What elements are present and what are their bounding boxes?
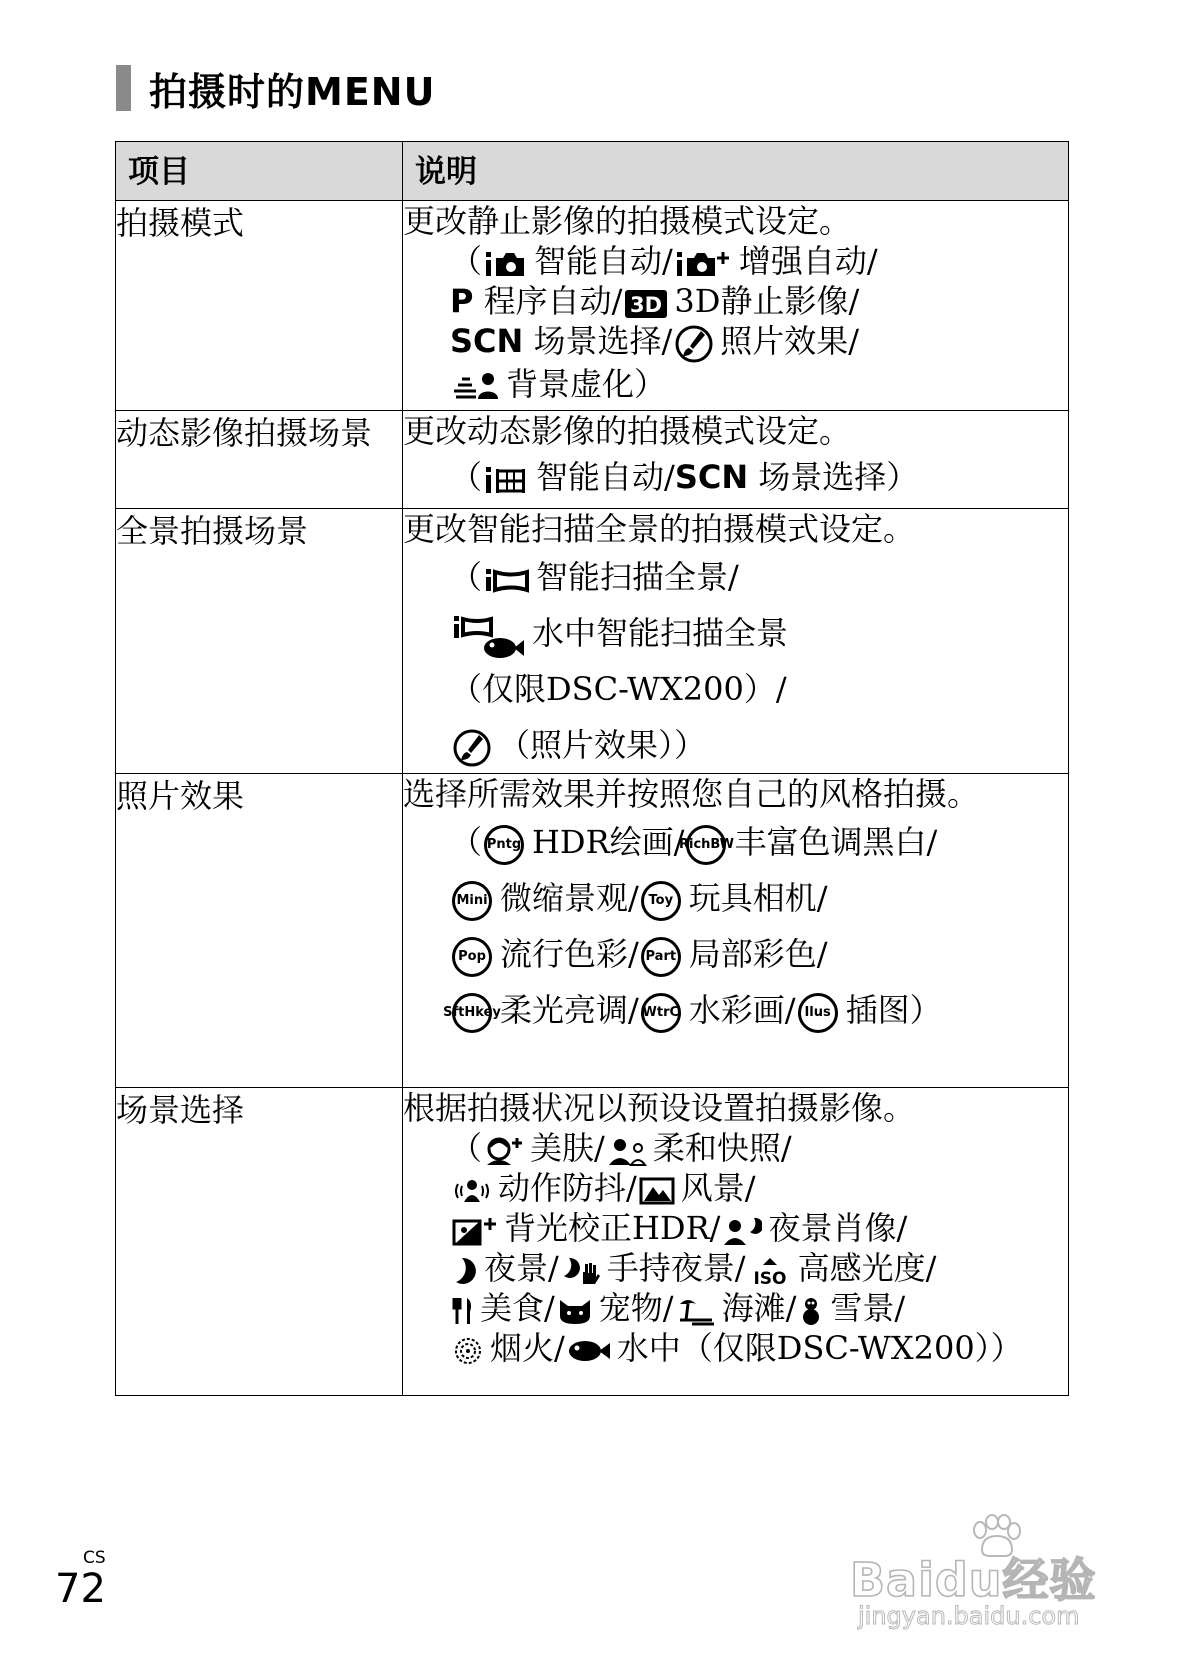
backlight-correction-hdr-icon xyxy=(452,1216,498,1246)
option-label: 手持夜景/ xyxy=(606,1249,746,1287)
page-number: 72 xyxy=(55,1566,106,1612)
table-row xyxy=(116,774,1069,1088)
option-label: 柔光亮调/ xyxy=(500,991,639,1029)
row-lead: 更改智能扫描全景的拍摄模式设定。 xyxy=(403,510,916,548)
option-line xyxy=(443,982,1068,1038)
option-line xyxy=(450,281,1068,321)
option-label: 背光校正HDR/ xyxy=(504,1209,721,1247)
option-label: 场景选择） xyxy=(758,458,919,496)
soft-high-key-icon xyxy=(443,993,501,1033)
option-label: 背景虚化） xyxy=(506,364,667,403)
language-code: CS xyxy=(83,1548,106,1568)
option-line: （仅限DSC-WX200）/ xyxy=(450,670,787,708)
option-label: 程序自动/ xyxy=(483,282,623,320)
watermark-brand: Baidu经验 xyxy=(850,1553,1097,1607)
option-label: 宠物/ xyxy=(598,1289,674,1327)
option-label: 丰富色调黑白/ xyxy=(734,823,938,861)
scene-selection-icon: SCN xyxy=(674,458,749,496)
option-label: （照片效果）） xyxy=(498,726,707,764)
option-label: 夜景/ xyxy=(484,1249,559,1287)
row-item-label: 场景选择 xyxy=(116,1088,403,1396)
option-list xyxy=(403,814,1068,1038)
3d-icon-text: 3D xyxy=(630,292,663,317)
option-line xyxy=(450,1248,1068,1288)
row-item-label: 动态影像拍摄场景 xyxy=(116,411,403,509)
scene-selection-icon: SCN xyxy=(450,322,524,360)
table-header-row xyxy=(116,142,1069,201)
option-label: 局部彩色/ xyxy=(688,935,828,973)
table-row xyxy=(116,201,1069,411)
option-label: 3D静止影像/ xyxy=(674,282,860,320)
option-label: 水中智能扫描全景 xyxy=(532,614,789,652)
background-defocus-icon xyxy=(452,371,500,401)
heading-bar xyxy=(116,65,131,111)
option-label: 增强自动/ xyxy=(738,242,878,280)
picture-effect-icon xyxy=(452,728,492,768)
option-label: 美肤/ xyxy=(530,1129,605,1167)
option-label: HDR绘画/ xyxy=(532,823,685,861)
row-description xyxy=(403,774,1069,1088)
option-list xyxy=(403,241,1068,404)
night-portrait-icon xyxy=(722,1216,762,1246)
icon-text: SftH xyxy=(443,1004,476,1020)
option-label: 智能扫描全景/ xyxy=(536,558,739,596)
option-label: 微缩景观/ xyxy=(500,879,639,917)
option-line xyxy=(450,321,1068,364)
icon-text: BW xyxy=(710,836,734,852)
section-heading xyxy=(116,62,435,114)
row-description xyxy=(403,1088,1069,1396)
option-label: 水中（仅限DSC-WX200）） xyxy=(616,1329,1023,1367)
gourmet-icon xyxy=(452,1296,474,1326)
option-label: 美食/ xyxy=(480,1289,555,1327)
icon-text: Rich xyxy=(678,836,711,852)
underwater-panorama-icon xyxy=(452,612,526,660)
option-list xyxy=(403,1128,1068,1368)
option-label: 烟火/ xyxy=(490,1329,565,1367)
option-line xyxy=(450,1328,1068,1368)
option-line: （ 美肤/ 柔和快照/ xyxy=(450,1129,792,1167)
option-line: （ 智能自动/ 增强自动/ xyxy=(450,242,878,280)
row-description xyxy=(403,509,1069,774)
option-label: 玩具相机/ xyxy=(688,879,828,917)
beach-icon xyxy=(676,1296,716,1326)
header-desc: 说明 xyxy=(403,142,1069,201)
intelligent-auto-icon xyxy=(484,250,528,278)
row-lead: 选择所需效果并按照您自己的风格拍摄。 xyxy=(403,775,980,813)
watermark xyxy=(850,1508,1150,1628)
option-line xyxy=(450,605,1068,661)
option-list xyxy=(403,549,1068,773)
option-label: 高感光度/ xyxy=(797,1249,937,1287)
soft-snap-icon xyxy=(607,1136,647,1166)
option-label: 插图） xyxy=(845,991,942,1029)
soft-skin-icon xyxy=(484,1136,524,1166)
night-scene-icon xyxy=(452,1256,478,1286)
superior-auto-icon xyxy=(675,250,733,278)
landscape-icon xyxy=(639,1176,675,1206)
option-label: 夜景肖像/ xyxy=(768,1209,908,1247)
hand-held-twilight-icon xyxy=(561,1256,601,1286)
intelligent-auto-movie-icon xyxy=(484,465,530,495)
snow-icon xyxy=(798,1296,824,1326)
hdr-painting-icon: Pntg xyxy=(484,825,524,865)
header-item: 项目 xyxy=(116,142,403,201)
option-label: 智能自动/ xyxy=(536,458,675,496)
icon-text: key xyxy=(475,1004,501,1020)
option-label: 柔和快照/ xyxy=(652,1129,792,1167)
option-line xyxy=(450,1208,1068,1248)
row-description xyxy=(403,411,1069,509)
option-line xyxy=(450,926,1068,982)
option-label: 流行色彩/ xyxy=(500,935,639,973)
option-label: 照片效果/ xyxy=(720,322,860,360)
row-lead: 更改静止影像的拍摄模式设定。 xyxy=(403,202,852,240)
option-label: 水彩画/ xyxy=(688,991,796,1029)
picture-effect-icon xyxy=(674,324,714,364)
option-line xyxy=(450,364,1068,404)
toy-camera-icon: Toy xyxy=(641,881,681,921)
option-line xyxy=(450,870,1068,926)
iso-icon-text: ISO xyxy=(753,1268,787,1286)
option-label: 雪景/ xyxy=(830,1289,906,1327)
option-label: 智能自动/ xyxy=(534,242,673,280)
table-row xyxy=(116,411,1069,509)
underwater-icon xyxy=(567,1338,611,1364)
watercolor-icon: WtrC xyxy=(641,993,681,1033)
row-item-label: 全景拍摄场景 xyxy=(116,509,403,774)
menu-table xyxy=(115,141,1069,1396)
option-line: （ 智能扫描全景/ xyxy=(450,558,739,596)
option-line xyxy=(450,1288,1068,1328)
miniature-icon: Mini xyxy=(452,881,492,921)
row-item-label: 拍摄模式 xyxy=(116,201,403,411)
illustration-icon: Ilus xyxy=(798,993,838,1033)
option-list xyxy=(403,457,1068,497)
row-lead: 根据拍摄状况以预设设置拍摄影像。 xyxy=(403,1089,916,1127)
option-line xyxy=(450,717,1068,773)
option-label: 动作防抖/ xyxy=(498,1169,637,1207)
fireworks-icon xyxy=(452,1336,484,1366)
3d-still-icon xyxy=(624,289,668,319)
option-line: （ 智能自动/SCN 场景选择） xyxy=(450,458,919,496)
option-line xyxy=(450,1168,1068,1208)
watermark-site: jingyan.baidu.com xyxy=(858,1602,1080,1630)
option-label: 海滩/ xyxy=(721,1289,797,1327)
row-description xyxy=(403,201,1069,411)
pet-icon xyxy=(557,1296,593,1326)
program-auto-icon: P xyxy=(450,282,474,320)
rich-tone-bw-icon xyxy=(678,825,734,865)
pop-color-icon: Pop xyxy=(452,937,492,977)
page-title: 拍摄时的MENU xyxy=(149,69,436,114)
option-label: 风景/ xyxy=(680,1169,756,1207)
partial-color-icon: Part xyxy=(641,937,681,977)
table-row xyxy=(116,509,1069,774)
option-line: （ Pntg HDR绘画/ Rich BW 丰富色调黑白/ xyxy=(450,814,1068,870)
intelligent-sweep-panorama-icon xyxy=(484,567,530,593)
anti-motion-blur-icon xyxy=(452,1176,492,1206)
row-item-label: 照片效果 xyxy=(116,774,403,1088)
high-sensitivity-icon xyxy=(748,1256,792,1286)
table-row xyxy=(116,1088,1069,1396)
option-label: 场景选择/ xyxy=(533,322,673,360)
row-lead: 更改动态影像的拍摄模式设定。 xyxy=(403,412,852,450)
